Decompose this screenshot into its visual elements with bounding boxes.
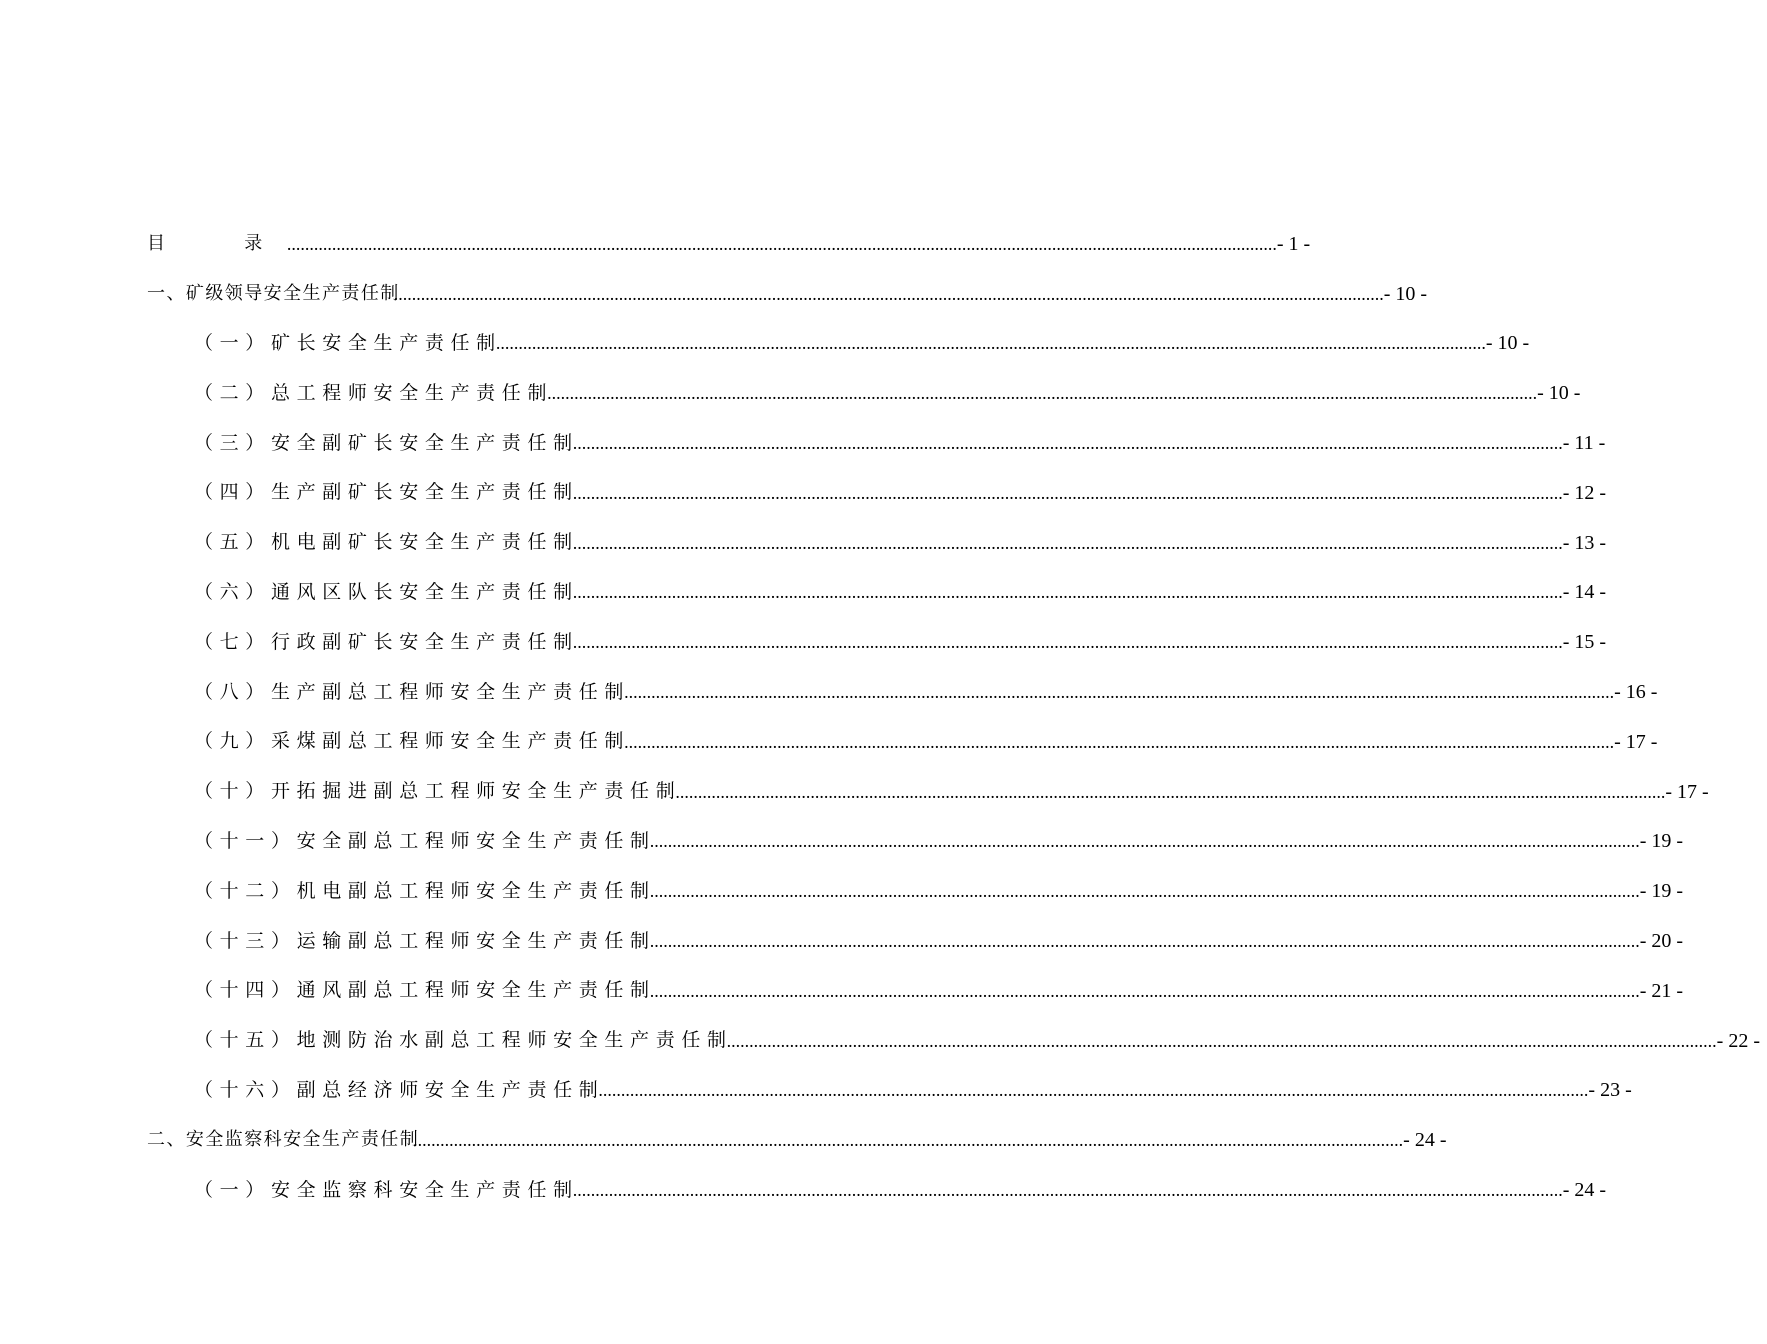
toc-dot-leader: ............................................................................................................................................................................................................................ <box>649 831 1640 852</box>
toc-entry[interactable] <box>0 1165 1607 1215</box>
toc-entry-label: （八）生产副总工程师安全生产责任制 <box>194 680 631 703</box>
toc-dot-leader: ............................................................................................................................................................................................................................ <box>393 283 1384 304</box>
toc-page-number: - 12 - <box>1562 481 1607 504</box>
toc-entry-label: （三）安全副矿长安全生产责任制 <box>194 431 579 454</box>
toc-entry-label: （十）开拓掘进副总工程师安全生产责任制 <box>194 780 682 803</box>
toc-dot-leader: ............................................................................................................................................................................................................................ <box>572 582 1563 603</box>
toc-dot-leader: ............................................................................................................................................................................................................................ <box>572 1180 1563 1201</box>
toc-entry[interactable] <box>0 717 1658 767</box>
toc-entry-label: （十三）运输副总工程师安全生产责任制 <box>194 929 656 952</box>
toc-page-number: - 19 - <box>1639 830 1684 853</box>
toc-entry[interactable] <box>0 269 1428 319</box>
toc-entry-label: （十六）副总经济师安全生产责任制 <box>194 1078 605 1101</box>
toc-page-number: - 24 - <box>1403 1129 1447 1152</box>
toc-dot-leader: ............................................................................................................................................................................................................................ <box>547 383 1538 404</box>
toc-entry[interactable] <box>0 617 1607 667</box>
toc-dot-leader: ............................................................................................................................................................................................................................ <box>413 1130 1404 1151</box>
toc-dot-leader: ............................................................................................................................................................................................................................ <box>286 233 1277 254</box>
toc-dot-leader: ............................................................................................................................................................................................................................ <box>572 532 1563 553</box>
toc-page-number: - 23 - <box>1588 1079 1632 1102</box>
toc-entry[interactable] <box>0 667 1658 717</box>
toc-page-number: - 17 - <box>1614 730 1658 753</box>
toc-dot-leader: ............................................................................................................................................................................................................................ <box>572 433 1563 454</box>
toc-entry-label: （十五）地测防治水副总工程师安全生产责任制 <box>194 1029 733 1052</box>
toc-entry-label: （二）总工程师安全生产责任制 <box>194 381 554 404</box>
toc-entry-label: 一、矿级领导安全生产责任制 <box>147 282 400 304</box>
toc-entry[interactable] <box>0 1066 1632 1116</box>
toc-entry-label: （九）采煤副总工程师安全生产责任制 <box>194 730 631 753</box>
toc-dot-leader: ............................................................................................................................................................................................................................ <box>495 333 1486 354</box>
toc-page-number: - 14 - <box>1562 581 1607 604</box>
toc-entry[interactable] <box>0 916 1684 966</box>
toc-page-number: - 1 - <box>1276 232 1311 255</box>
toc-page-number: - 22 - <box>1716 1029 1760 1052</box>
toc-entry[interactable] <box>0 817 1684 867</box>
toc-heading-label: 目 录 <box>147 232 293 254</box>
toc-entry[interactable] <box>0 767 1709 817</box>
toc-page-number: - 20 - <box>1639 930 1684 953</box>
toc-dot-leader: ............................................................................................................................................................................................................................ <box>649 931 1640 952</box>
toc-dot-leader: ............................................................................................................................................................................................................................ <box>572 482 1563 503</box>
toc-dot-leader: ............................................................................................................................................................................................................................ <box>598 1080 1589 1101</box>
toc-entry-label: （五）机电副矿长安全生产责任制 <box>194 531 579 554</box>
toc-entry[interactable] <box>0 866 1684 916</box>
toc-entry-label: （一）矿长安全生产责任制 <box>194 331 502 354</box>
toc-entry[interactable] <box>0 468 1607 518</box>
toc-entry-label: （十一）安全副总工程师安全生产责任制 <box>194 829 656 852</box>
toc-dot-leader: ............................................................................................................................................................................................................................ <box>649 881 1640 902</box>
toc-page-number: - 17 - <box>1665 780 1709 803</box>
toc-page-number: - 15 - <box>1562 631 1607 654</box>
toc-entry-label: （四）生产副矿长安全生产责任制 <box>194 481 579 504</box>
toc-entry-label: 二、安全监察科安全生产责任制 <box>147 1129 420 1151</box>
toc-entry[interactable] <box>0 1016 1760 1066</box>
toc-title-entry[interactable] <box>0 219 1311 269</box>
toc-entry[interactable] <box>0 418 1606 468</box>
toc-entry[interactable] <box>0 518 1607 568</box>
toc-dot-leader: ............................................................................................................................................................................................................................ <box>675 781 1666 802</box>
toc-entry[interactable] <box>0 966 1684 1016</box>
toc-entry-label: （七）行政副矿长安全生产责任制 <box>194 630 579 653</box>
toc-page-number: - 10 - <box>1383 282 1428 305</box>
table-of-contents <box>0 219 1760 1215</box>
toc-entry[interactable] <box>0 568 1607 618</box>
toc-entry[interactable] <box>0 319 1530 369</box>
toc-page-number: - 11 - <box>1562 432 1606 455</box>
toc-entry[interactable] <box>0 368 1581 418</box>
toc-entry-label: （十四）通风副总工程师安全生产责任制 <box>194 979 656 1002</box>
toc-page-number: - 19 - <box>1639 880 1684 903</box>
toc-dot-leader: ............................................................................................................................................................................................................................ <box>649 980 1640 1001</box>
toc-dot-leader: ............................................................................................................................................................................................................................ <box>624 682 1615 703</box>
toc-page-number: - 10 - <box>1537 382 1581 405</box>
toc-page-number: - 24 - <box>1562 1179 1607 1202</box>
toc-page-number: - 21 - <box>1639 979 1684 1002</box>
toc-dot-leader: ............................................................................................................................................................................................................................ <box>624 731 1615 752</box>
toc-page-number: - 13 - <box>1562 531 1607 554</box>
toc-dot-leader: ............................................................................................................................................................................................................................ <box>572 632 1563 653</box>
toc-page-number: - 16 - <box>1614 681 1658 704</box>
toc-dot-leader: ............................................................................................................................................................................................................................ <box>726 1030 1717 1051</box>
toc-entry-label: （六）通风区队长安全生产责任制 <box>194 580 579 603</box>
toc-entry-label: （十二）机电副总工程师安全生产责任制 <box>194 879 656 902</box>
toc-entry-label: （一）安全监察科安全生产责任制 <box>194 1178 579 1201</box>
toc-page-number: - 10 - <box>1485 332 1530 355</box>
toc-entry[interactable] <box>0 1115 1447 1165</box>
